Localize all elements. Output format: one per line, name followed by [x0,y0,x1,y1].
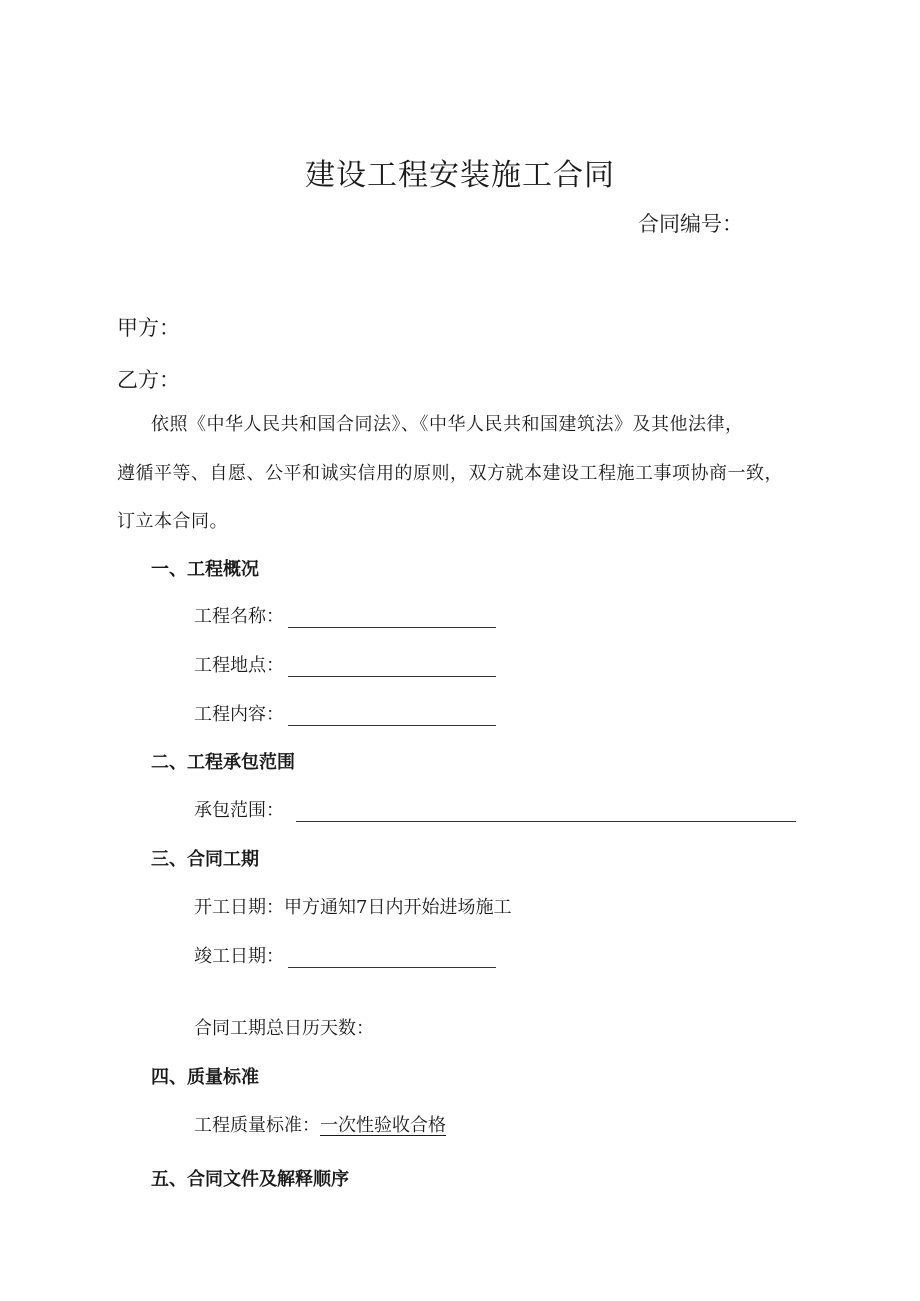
project-location-label: 工程地点： [194,655,284,676]
section-2-heading: 二、工程承包范围 [151,752,295,773]
project-name-blank[interactable] [288,607,496,628]
party-b-label: 乙方： [117,368,180,392]
party-a-label: 甲方： [117,316,180,340]
intro-line-2: 遵循平等、自愿、公平和诚实信用的原则，双方就本建设工程施工事项协商一致， [117,463,783,484]
intro-line-3: 订立本合同。 [117,511,228,532]
section-4-heading: 四、质量标准 [151,1067,259,1088]
project-location-blank[interactable] [288,656,496,677]
project-content-row [194,700,496,726]
finish-date-blank[interactable] [288,947,496,968]
start-date-value: 甲方通知7日内开始进场施工 [284,897,512,918]
finish-date-label: 竣工日期： [194,946,284,967]
scope-row [194,796,796,822]
start-date-row [194,893,511,919]
project-location-row [194,651,496,677]
start-date-label: 开工日期： [194,897,284,918]
scope-blank[interactable] [296,801,796,822]
contract-number-label: 合同编号： [638,212,743,236]
section-1-heading: 一、工程概况 [151,559,259,580]
project-content-label: 工程内容： [194,704,284,725]
intro-line-1: 依照《中华人民共和国合同法》、《中华人民共和国建筑法》及其他法律， [151,414,744,435]
quality-label: 工程质量标准： [194,1115,320,1136]
project-name-label: 工程名称： [194,606,284,627]
project-content-blank[interactable] [288,705,496,726]
project-name-row [194,602,496,628]
quality-value: 一次性验收合格 [320,1115,446,1136]
scope-label: 承包范围： [194,800,284,821]
section-3-heading: 三、合同工期 [151,849,259,870]
document-title: 建设工程安装施工合同 [305,158,615,193]
total-days-label: 合同工期总日历天数： [194,1018,374,1039]
finish-date-row [194,942,496,968]
section-5-heading: 五、合同文件及解释顺序 [151,1169,349,1190]
quality-row [194,1111,446,1137]
